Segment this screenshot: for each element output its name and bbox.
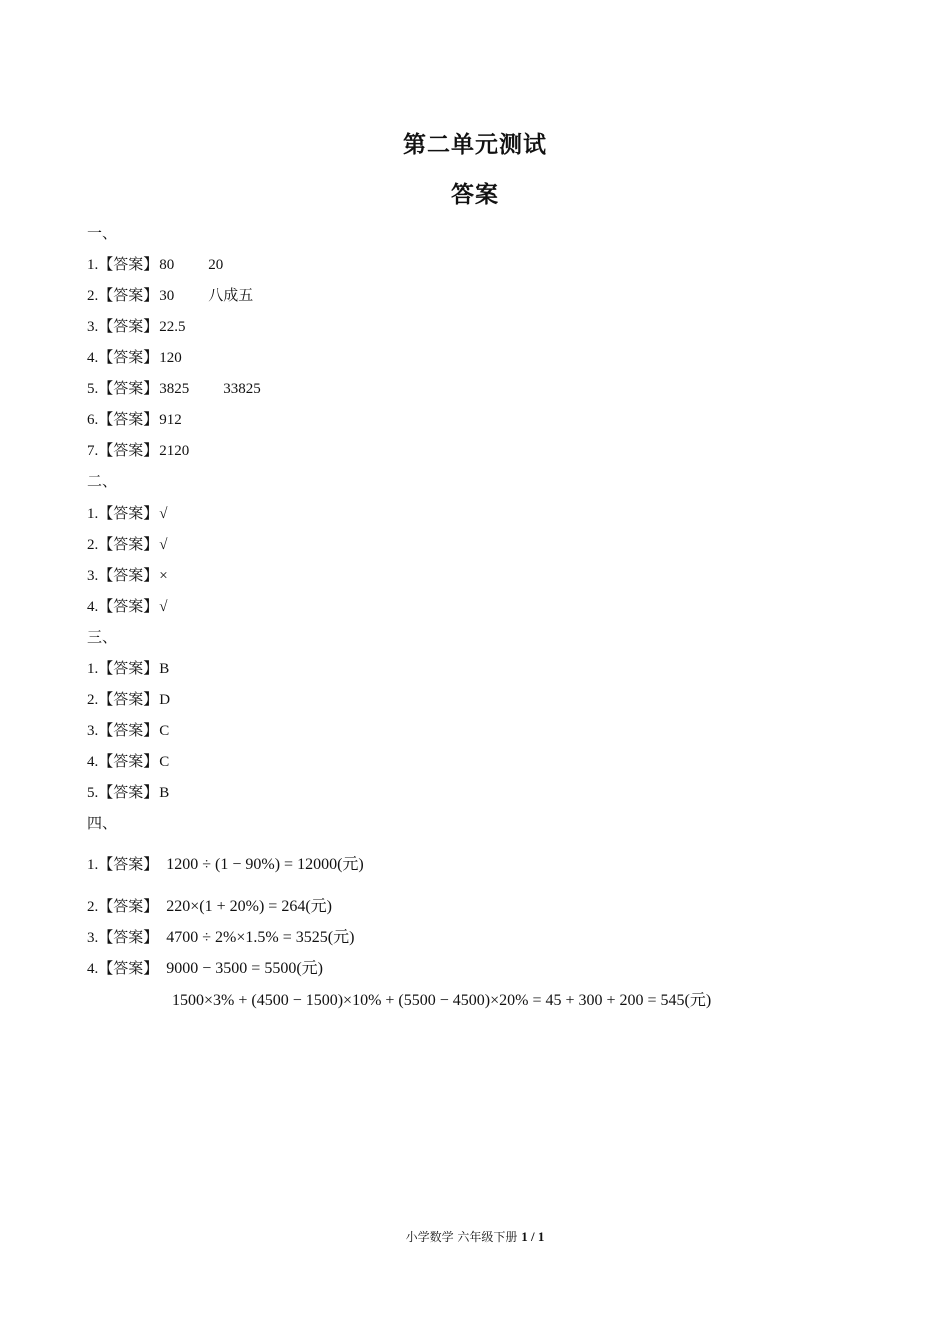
answer-value: 22.5 [159, 319, 186, 335]
answer-tag: 【答案】 [98, 721, 159, 739]
answer-value-2: 33825 [223, 381, 261, 397]
answer-item [87, 408, 182, 429]
answer-tag: 【答案】 [98, 504, 159, 522]
answer-tag: 【答案】 [98, 928, 159, 946]
answer-formula-continuation: 1500×3% + (4500 − 1500)×10% + (5500 − 4500)×20% = 45 + 300 + 200 = 545(元) [172, 992, 712, 1009]
answer-item [87, 564, 168, 585]
answer-item [87, 955, 323, 978]
item-number: 7. [87, 443, 99, 459]
answer-tag: 【答案】 [98, 959, 159, 977]
answer-tag: 【答案】 [98, 317, 159, 335]
item-number: 1. [87, 506, 99, 522]
footer-page-number: 1 / 1 [521, 1229, 545, 1244]
answer-tag: 【答案】 [98, 286, 159, 304]
answer-item [87, 719, 169, 740]
answer-value: 30 [159, 288, 175, 304]
answer-tag: 【答案】 [98, 348, 159, 366]
answer-item [87, 502, 168, 523]
answer-tag: 【答案】 [98, 752, 159, 770]
item-number: 4. [87, 754, 99, 770]
answer-tag: 【答案】 [98, 410, 159, 428]
answer-tag: 【答案】 [98, 255, 159, 273]
answer-tag: 【答案】 [98, 659, 159, 677]
answer-value: 120 [159, 350, 182, 366]
answer-tag: 【答案】 [98, 566, 159, 584]
answer-value: 3825 [159, 381, 190, 397]
answer-tag: 【答案】 [98, 690, 159, 708]
item-number: 2. [87, 537, 99, 553]
answer-tag: 【答案】 [98, 441, 159, 459]
section-heading-3: 三、 [87, 628, 118, 646]
answer-value: √ [159, 537, 168, 553]
item-number: 5. [87, 381, 99, 397]
section-heading-4: 四、 [87, 814, 118, 832]
answer-item [87, 781, 169, 802]
item-number: 1. [87, 257, 99, 273]
item-number: 3. [87, 723, 99, 739]
answer-item [87, 924, 354, 947]
answer-value: √ [159, 506, 168, 522]
answer-tag: 【答案】 [98, 597, 159, 615]
answer-item [87, 253, 223, 274]
item-number: 4. [87, 350, 99, 366]
answer-item [87, 439, 189, 460]
item-number: 3. [87, 319, 99, 335]
item-number: 2. [87, 288, 99, 304]
answer-value: B [159, 661, 170, 677]
answer-value-2: 八成五 [208, 286, 254, 304]
item-number: 2. [87, 899, 99, 915]
item-number: 2. [87, 692, 99, 708]
answer-value: B [159, 785, 170, 801]
item-number: 3. [87, 568, 99, 584]
answer-item [87, 750, 169, 771]
answer-item [87, 377, 261, 398]
answer-value: × [159, 568, 168, 584]
answer-tag: 【答案】 [98, 897, 159, 915]
footer-text: 小学数学 六年级下册 [405, 1230, 518, 1244]
answer-value: 2120 [159, 443, 190, 459]
answer-tag: 【答案】 [98, 535, 159, 553]
item-number: 4. [87, 599, 99, 615]
answer-value: 912 [159, 412, 182, 428]
answer-value: C [159, 723, 170, 739]
item-number: 3. [87, 930, 99, 946]
page-subtitle: 答案 [451, 182, 499, 208]
answer-value: √ [159, 599, 168, 615]
answer-value-2: 20 [208, 257, 224, 273]
item-number: 1. [87, 661, 99, 677]
answer-value: C [159, 754, 170, 770]
answer-tag: 【答案】 [98, 783, 159, 801]
page-footer [0, 1228, 950, 1245]
answer-item [87, 688, 170, 709]
item-number: 1. [87, 857, 99, 873]
answer-value: 80 [159, 257, 175, 273]
answer-item [87, 657, 169, 678]
section-heading-1: 一、 [87, 224, 118, 242]
answer-item [87, 346, 182, 367]
page-title: 第二单元测试 [403, 132, 547, 158]
answer-item [87, 595, 168, 616]
section-heading-2: 二、 [87, 472, 118, 490]
answer-tag: 【答案】 [98, 855, 159, 873]
answer-tag: 【答案】 [98, 379, 159, 397]
answer-formula: 220×(1 + 20%) = 264(元) [166, 898, 332, 915]
answer-item [87, 315, 186, 336]
answer-formula: 4700 ÷ 2%×1.5% = 3525(元) [166, 929, 355, 946]
answer-value: D [159, 692, 171, 708]
answer-item [87, 533, 168, 554]
answer-item [87, 284, 253, 305]
answer-item [87, 851, 364, 874]
answer-formula: 1200 ÷ (1 − 90%) = 12000(元) [166, 856, 364, 873]
answer-item [87, 893, 332, 916]
answer-formula: 9000 − 3500 = 5500(元) [166, 960, 323, 977]
item-number: 4. [87, 961, 99, 977]
item-number: 5. [87, 785, 99, 801]
item-number: 6. [87, 412, 99, 428]
